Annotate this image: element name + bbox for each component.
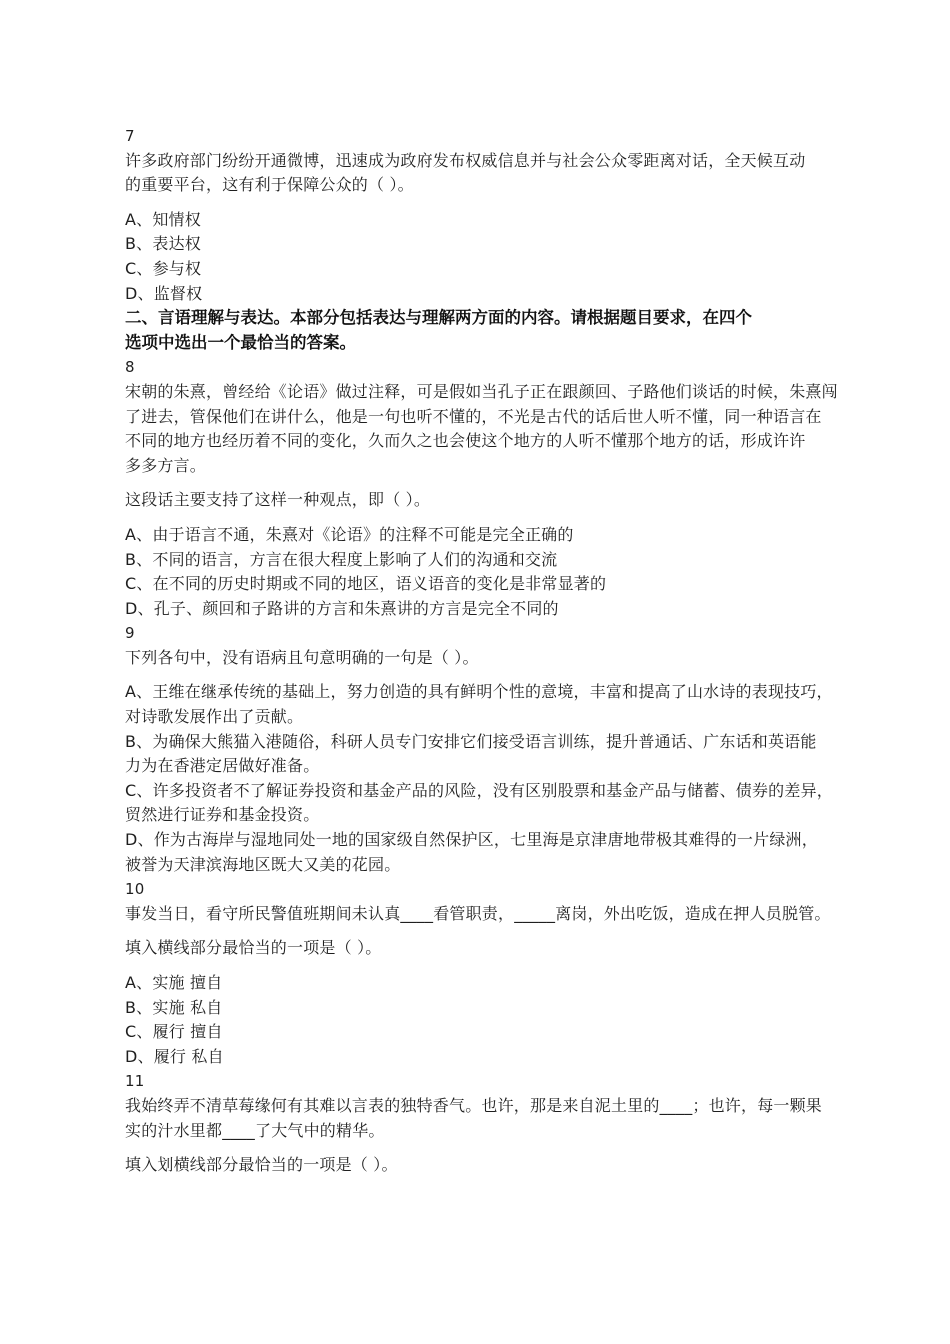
option-d-continued: 被誉为天津滨海地区既大又美的花园。 <box>125 854 401 874</box>
option-b: B、表达权 <box>125 234 201 254</box>
question-stem-line: 的重要平台，这有利于保障公众的（ ）。 <box>125 175 414 195</box>
option-c: C、在不同的历史时期或不同的地区，语义语音的变化是非常显著的 <box>125 574 607 594</box>
option-a: A、实施 擅自 <box>125 973 223 992</box>
question-stem-line: 宋朝的朱熹，曾经给《论语》做过注释，可是假如当孔子正在跟颜回、子路他们谈话的时候，朱熹闯 <box>125 381 838 401</box>
question-stem-line: 多多方言。 <box>125 455 207 475</box>
question-number: 8 <box>125 358 135 377</box>
question-number: 11 <box>125 1072 145 1091</box>
spacer <box>125 513 833 523</box>
question-10 <box>125 877 833 1069</box>
section-heading-line: 二、言语理解与表达。本部分包括表达与理解两方面的内容。请根据题目要求，在四个 <box>125 308 752 328</box>
section-heading <box>125 306 833 355</box>
question-8 <box>125 355 838 621</box>
spacer <box>125 670 833 680</box>
spacer <box>125 478 833 488</box>
question-11 <box>125 1069 833 1177</box>
question-stem-line: 事发当日，看守所民警值班期间未认真____看管职责，_____离岗，外出吃饭，造成在押人员脱管。 <box>125 903 831 923</box>
spacer <box>125 1143 833 1153</box>
option-d: D、监督权 <box>125 283 203 303</box>
option-a-continued: 对诗歌发展作出了贡献。 <box>125 707 304 727</box>
document-page <box>125 124 838 1178</box>
option-b: B、为确保大熊猫入港随俗，科研人员专门安排它们接受语言训练，提升普通话、广东话和英语能 <box>125 731 817 751</box>
option-b: B、不同的语言，方言在很大程度上影响了人们的沟通和交流 <box>125 549 558 569</box>
question-stem-line: 不同的地方也经历着不同的变化，久而久之也会使这个地方的人听不懂那个地方的话，形成许许 <box>125 431 806 451</box>
option-c: C、履行 擅自 <box>125 1022 223 1042</box>
option-c-continued: 贸然进行证券和基金投资。 <box>125 805 320 825</box>
question-stem-line: 下列各句中，没有语病且句意明确的一句是（ ）。 <box>125 647 479 667</box>
question-prompt: 这段话主要支持了这样一种观点，即（ ）。 <box>125 490 431 510</box>
option-a: A、由于语言不通，朱熹对《论语》的注释不可能是完全正确的 <box>125 524 574 544</box>
option-a: A、王维在继承传统的基础上，努力创造的具有鲜明个性的意境，丰富和提高了山水诗的表现技巧， <box>125 682 833 702</box>
question-9 <box>125 621 833 877</box>
option-d: D、孔子、颜回和子路讲的方言和朱熹讲的方言是完全不同的 <box>125 598 559 618</box>
spacer <box>125 198 833 208</box>
question-stem-line: 许多政府部门纷纷开通微博，迅速成为政府发布权威信息并与社会公众零距离对话，全天候互动 <box>125 150 806 170</box>
question-stem-line: 了进去，管保他们在讲什么，他是一句也听不懂的，不光是古代的话后世人听不懂，同一种语言在 <box>125 406 822 426</box>
option-b-continued: 力为在香港定居做好准备。 <box>125 756 320 776</box>
question-prompt: 填入划横线部分最恰当的一项是（ ）。 <box>125 1155 398 1175</box>
option-c: C、参与权 <box>125 258 202 278</box>
option-d: D、履行 私自 <box>125 1046 224 1066</box>
option-d: D、作为古海岸与湿地同处一地的国家级自然保护区，七里海是京津唐地带极其难得的一片绿洲， <box>125 830 818 850</box>
spacer <box>125 961 833 971</box>
spacer <box>125 926 833 936</box>
question-7 <box>125 124 833 306</box>
question-number: 10 <box>125 880 145 899</box>
question-stem-line: 我始终弄不清草莓缘何有其难以言表的独特香气。也许，那是来自泥土里的____；也许，每一颗果 <box>125 1095 823 1115</box>
option-c: C、许多投资者不了解证券投资和基金产品的风险，没有区别股票和基金产品与储蓄、债券的差异， <box>125 780 833 800</box>
question-number: 9 <box>125 624 135 643</box>
option-b: B、实施 私自 <box>125 997 223 1017</box>
option-a: A、知情权 <box>125 209 201 229</box>
question-prompt: 填入横线部分最恰当的一项是（ ）。 <box>125 938 382 958</box>
question-number: 7 <box>125 127 135 145</box>
section-heading-line: 选项中选出一个最恰当的答案。 <box>125 332 356 352</box>
question-stem-line: 实的汁水里都____了大气中的精华。 <box>125 1120 385 1140</box>
